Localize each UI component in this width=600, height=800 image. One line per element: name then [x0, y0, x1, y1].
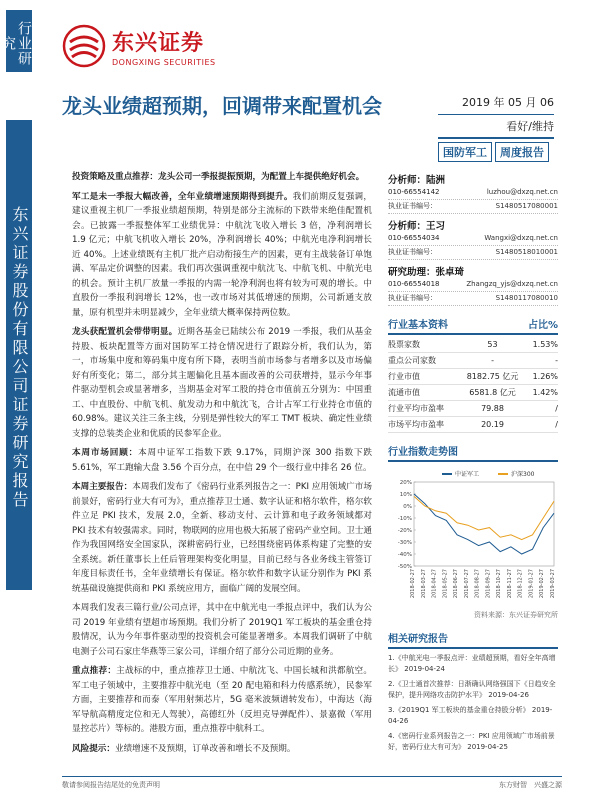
footer-slogan: 东方财智 兴盛之源	[499, 781, 562, 789]
x-tick-label: 2018-10-27	[496, 569, 503, 599]
logo-cn-text: 东兴证券	[112, 30, 205, 56]
legend-label: 中证军工	[455, 471, 480, 478]
paragraph-market-review: 本周市场回顾：本周中证军工指数下跌 9.17%，同期沪深 300 指数下跌 5.61%，军工跑输大盘 3.56 个百分点，在中信 29 个一级行业中排名 26 位。	[72, 448, 372, 473]
legend-label: 沪深300	[511, 471, 535, 478]
x-tick-label: 2018-09-27	[485, 569, 492, 599]
analyst-name: 分析师：陆洲	[388, 175, 446, 186]
related-report-item[interactable]: 2.《卫士通首次推荐：日渐确认网络强国下《日趋安全保护，提升网络攻击防护水平》 2019-04-26	[388, 680, 556, 699]
x-tick-label: 2018-02-27	[410, 569, 416, 599]
left-sidebar	[0, 0, 36, 800]
table-row: 重点公司家数 - -	[388, 353, 558, 369]
index-trend-chart	[388, 466, 558, 606]
table-row: 流通市值 6581.8 亿元 1.42%	[388, 385, 558, 401]
paragraph-allocation: 龙头获配置机会带带明显。近期各基金已陆续公布 2019 一季报，我们从基金持股、板块配置等方面对国防军工持仓情况进行了跟踪分析，我们认为，第一，市场集中度和筹码集中度有所下降，表明当前市场参与者增多以及市场偏好有所变化；第二，部分其主题偏化且基本面改善的公司获增持，显示今年事件驱动型机会或显著增多，当期基金对军工股的持仓市值前五分别为：中国重工、中直股份、中航飞机、航发动力和中航沈飞，合计占军工行业持仓市值的 60.98%。建议关注三条主线，分别是弹性较大的军工 TMT 板块、确定性业绩支撑的总装类企业和优质的民参军企业。	[72, 327, 372, 439]
industry-data-heading: 行业基本资料 占比%	[388, 316, 558, 335]
page-footer	[62, 776, 562, 790]
paragraph-comments: 本周我们发表三篇行业/公司点评，其中在中航光电一季报点评中，我们认为公司 2019 年业绩有望超市场预期。我们分析了 2019Q1 军工板块的基金重仓持股情况，认为今年事件驱动型的投资机会可能显著增多。本周我们调研了中航电测子公司石家庄华燕等三家公司，详细介绍了部分公司近期的业务。	[72, 603, 372, 657]
related-heading: 相关研究报告	[388, 630, 558, 649]
x-tick-label: 2019-02-27	[539, 569, 546, 599]
y-tick-label: -30%	[397, 540, 412, 546]
plot-frame	[414, 482, 554, 566]
main-body	[72, 170, 372, 761]
x-tick-label: 2019-01-27	[528, 569, 535, 599]
logo-mark-icon	[62, 24, 106, 68]
y-tick-label: -20%	[397, 528, 412, 534]
x-tick-label: 2018-08-27	[474, 569, 481, 599]
table-row: 行业平均市盈率 79.88 /	[388, 401, 558, 417]
x-tick-label: 2018-12-27	[517, 569, 524, 599]
related-report-item[interactable]: 1.《中航光电一季报点评：业绩超预期，看好全年高增长》 2019-04-24	[388, 654, 556, 673]
analyst-block: 研究助理：张卓琦 010-66554018 Zhangzq_yjs@dxzq.net.cn 执业证书编号： S1480117080010	[388, 264, 558, 306]
tag-report-type: 周度报告	[495, 142, 549, 162]
tag-industry: 国防军工	[438, 142, 492, 162]
x-tick-label: 2018-03-27	[420, 569, 427, 599]
analyst-block: 分析师：王习 010-66554034 Wangxi@dxzq.net.cn 执业证书编号： S1480518010001	[388, 218, 558, 260]
series-line	[414, 496, 554, 539]
category-label: 行业研究	[6, 10, 32, 72]
right-column	[388, 172, 558, 757]
y-tick-label: 10%	[399, 492, 412, 498]
x-tick-label: 2019-03-27	[550, 569, 556, 599]
analyst-name: 研究助理：张卓琦	[388, 267, 465, 278]
rating-label: 看好/维持	[506, 120, 554, 133]
paragraph-earnings: 军工是未一季报大幅改善，全年业绩增速预期得到提升。我们前期反复强调，建议重视主机厂一季报业绩超预期，特别是部分主流标的下跌带来绝佳配置机会。已披露一季报整体军工业绩优异：中航沈飞收入增长 3 倍，净利润增长 1.9 亿元；中航飞机收入增长 20%，净利润增长 40%；中航光电净利润增长近 40%。上述业绩既有主机厂批产启动衔接生产的因素，更有主战装备订单饱满、军品定价调整的因素。我们再次强调重视中航沈飞、中航飞机、中航光电的机会。预计主机厂放量一季报的内需一轮净利润也将有较为可观的增长。中直股份一季报利润增长 12%，也一改市场对其低增速的预期，公司新通支放量，原有机型并未明显减少，全年业绩大概率保持两位数。	[72, 191, 372, 318]
logo-en-text: DONGXING SECURITIES	[112, 57, 216, 67]
y-tick-label: 20%	[399, 480, 412, 486]
x-tick-label: 2018-04-27	[431, 569, 438, 599]
x-tick-label: 2018-05-27	[442, 569, 449, 599]
related-report-item[interactable]: 4.《密码行业系列报告之一：PKI 应用领域广市场前景好，密码行业大有可为》 2019-04-25	[388, 732, 555, 751]
report-title: 龙头业绩超预期，回调带来配置机会	[62, 94, 382, 118]
chart-source: 资料来源：东兴证券研究所	[474, 611, 558, 619]
x-tick-label: 2018-11-27	[506, 569, 513, 599]
industry-data-table	[388, 337, 558, 433]
paragraph-strategy: 投资策略及重点推荐：龙头公司一季报提振预期，为配置上车提供绝好机会。	[72, 172, 365, 182]
trend-heading: 行业指数走势图	[388, 443, 558, 462]
analyst-block: 分析师：陆洲 010-66554142 luzhou@dxzq.net.cn 执业证书编号： S1480517080001	[388, 172, 558, 214]
paragraph-recommendations: 重点推荐：主战标的中，重点推荐卫士通、中航沈飞、中国长城和洪都航空。军工电子领域中，主要推荐中航光电（至 20 配电箱和科力传感系统），民参军方面，主要推荐和而泰（军用射频芯片，5G 毫米波频谱转发布），中海达（海军导航高精度定位和无人驾驶），高德红外（反坦克导弹配件）、景嘉微（军用显控芯片）等标的。港股方面，重点推荐中航科工。	[72, 666, 372, 734]
table-row: 市场平均市盈率 20.19 /	[388, 417, 558, 433]
x-tick-label: 2018-06-27	[453, 569, 460, 599]
report-meta	[438, 94, 554, 162]
series-line	[414, 494, 554, 554]
report-date: 2019 年 05 月 06	[462, 96, 554, 109]
paragraph-risk: 风险提示：业绩增速不及预期，订单改善和增长不及预期。	[72, 743, 296, 754]
y-tick-label: 0%	[403, 504, 412, 510]
publisher-label: 东兴证券股份有限公司证券研究报告	[6, 120, 32, 590]
related-report-item[interactable]: 3.《2019Q1 军工板块的基金重仓持股分析》 2019-04-26	[388, 706, 553, 725]
company-logo	[62, 24, 216, 68]
analyst-name: 分析师：王习	[388, 221, 446, 232]
table-row: 股票家数 53 1.53%	[388, 337, 558, 353]
paragraph-weekly-reports: 本周主要报告：本周我们发布了《密码行业系列报告之一：PKI 应用领域广市场前景好，密码行业大有可为》，重点推荐卫士通、数字认证和格尔软件，格尔软件立足 PKI 技术，发展 2.0，全新、移动支付、云计算和电子政务领域都对 PKI 技术有较强需求。同时，物联网的应用也极大拓展了密码产业空间。卫士通作为我国网络安全国家队，深耕密码行业，已经围绕密码体系构建了完整的安全系统。新任董事长上任后管理架构变化明显，目前已经与各业务线主管签订年度目标责任书，全年业绩增长有保证。格尔软件和数字认证分别作为 PKI 系统基础设施提供商和 PKI 系统应用方，面临广阔的发展空间。	[72, 482, 372, 594]
x-tick-label: 2018-07-27	[463, 569, 470, 599]
footer-disclaimer: 敬请参阅报告结尾处的免责声明	[62, 781, 160, 789]
related-reports	[388, 653, 558, 753]
table-row: 行业市值 8182.75 亿元 1.26%	[388, 369, 558, 385]
y-tick-label: -40%	[397, 552, 412, 558]
y-tick-label: -10%	[397, 516, 412, 522]
y-tick-label: -50%	[397, 564, 412, 570]
